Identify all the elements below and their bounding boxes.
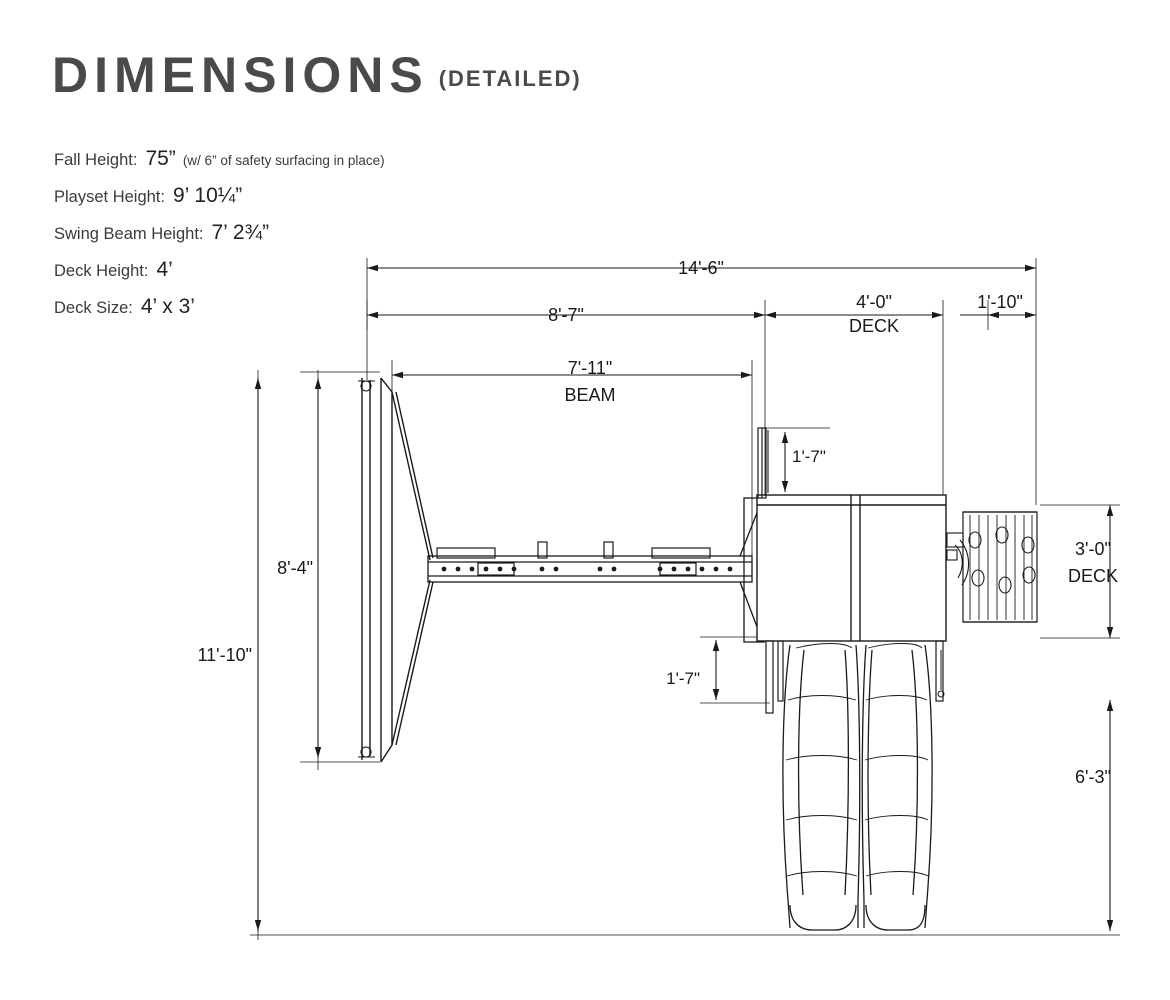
spec-value: 4’: [156, 258, 173, 281]
spec-note: (w/ 6” of safety surfacing in place): [182, 153, 385, 168]
page-title-main: DIMENSIONS: [52, 47, 429, 103]
dim-deck-depth-caption: DECK: [1068, 566, 1119, 586]
dim-overall-width: 14'-6": [678, 258, 724, 278]
dim-lower-rail: 1'-7": [666, 669, 700, 688]
dim-a-frame-inner-height: 8'-4": [277, 558, 313, 578]
spec-value: 7’ 2¾”: [211, 221, 270, 244]
dim-upper-rail: 1'-7": [792, 447, 826, 466]
dim-deck-width: 4'-0": [856, 292, 892, 312]
spec-label: Deck Size:: [54, 299, 133, 317]
dim-overall-height: 11'-10": [197, 645, 252, 665]
dim-beam-caption: BEAM: [564, 385, 616, 405]
spec-value: 9’ 10¼”: [172, 184, 243, 207]
dim-deck-width-caption: DECK: [848, 316, 900, 336]
spec-value: 4’ x 3’: [140, 295, 195, 318]
dim-right-overhang: 1'-10": [977, 292, 1023, 312]
page-title-sub: (DETAILED): [438, 66, 582, 91]
dim-deck-depth: 3'-0": [1075, 539, 1111, 559]
spec-label: Deck Height:: [54, 262, 149, 280]
spec-label: Swing Beam Height:: [54, 225, 204, 243]
dim-slide-run: 6'-3": [1075, 767, 1111, 787]
dim-beam-length: 7'-11": [567, 358, 613, 378]
spec-label: Playset Height:: [54, 188, 165, 206]
dim-swing-bay-width: 8'-7": [548, 305, 584, 325]
spec-value: 75”: [145, 147, 176, 170]
spec-label: Fall Height:: [54, 151, 138, 169]
